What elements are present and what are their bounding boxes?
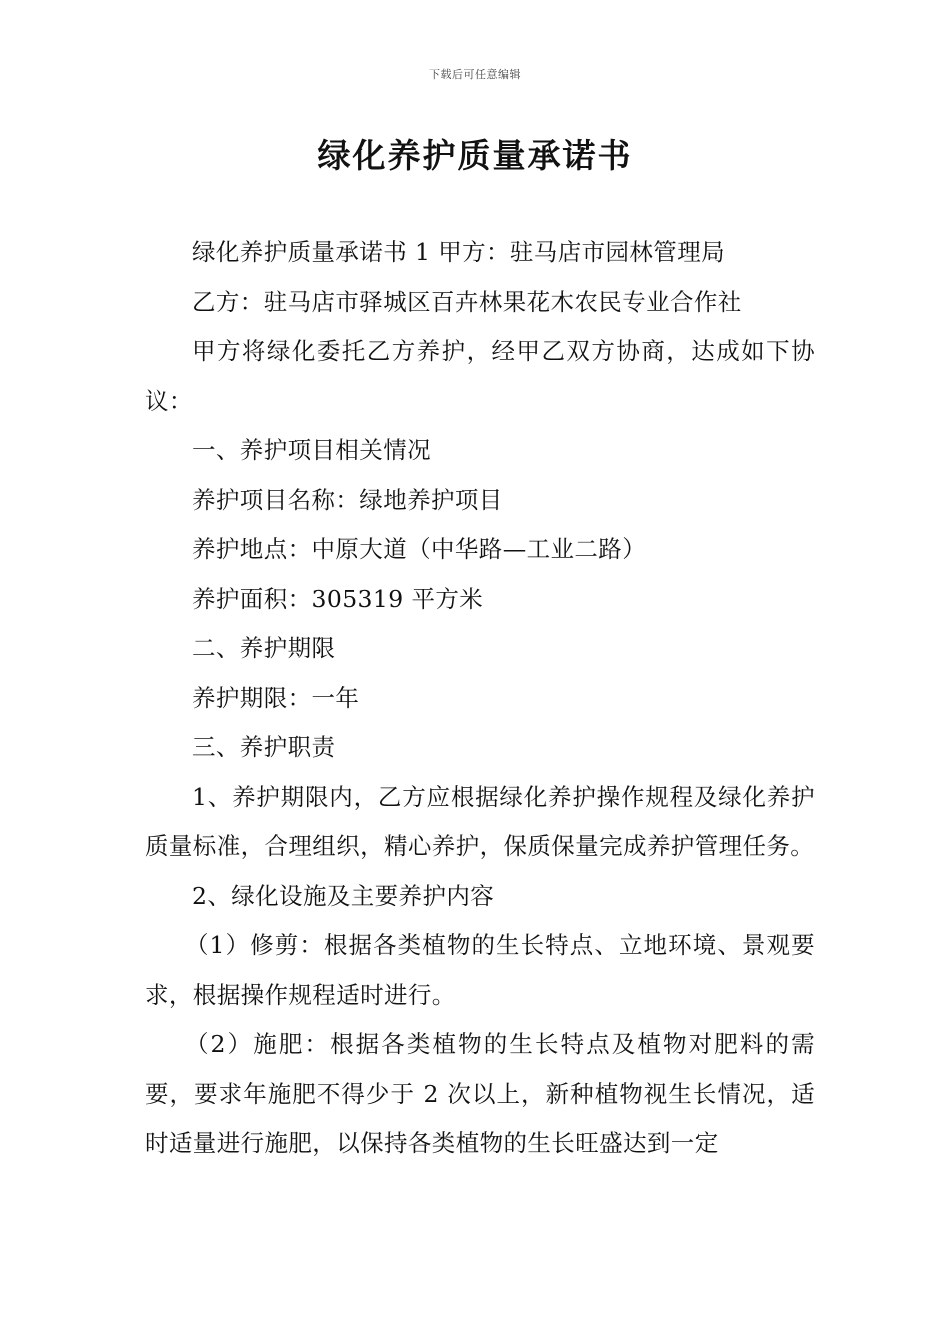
paragraph-project-location: 养护地点：中原大道（中华路—工业二路） (192, 535, 647, 563)
paragraph-project-area: 养护面积：305319 平方米 (192, 584, 484, 613)
paragraph-party-b: 乙方：驻马店市驿城区百卉林果花木农民专业合作社 (192, 287, 742, 316)
section-heading-term: 二、养护期限 (192, 634, 336, 662)
paragraph-project-name: 养护项目名称：绿地养护项目 (192, 485, 503, 514)
document-body (145, 228, 815, 1169)
section-heading-project: 一、养护项目相关情况 (192, 436, 431, 464)
paragraph-agreement-intro: 甲方将绿化委托乙方养护，经甲乙双方协商，达成如下协议： (145, 337, 815, 415)
paragraph-duty-1: 1、养护期限内，乙方应根据绿化养护操作规程及绿化养护质量标准，合理组织，精心养护，保质保量完成养护管理任务。 (145, 782, 815, 860)
document-title: 绿化养护质量承诺书 (317, 136, 633, 175)
header-note: 下载后可任意编辑 (429, 68, 521, 81)
paragraph-party-a: 绿化养护质量承诺书 1 甲方：驻马店市园林管理局 (192, 238, 725, 266)
paragraph-pruning: （1）修剪：根据各类植物的生长特点、立地环境、景观要求，根据操作规程适时进行。 (145, 931, 815, 1009)
paragraph-term: 养护期限：一年 (192, 683, 360, 712)
paragraph-duty-2: 2、绿化设施及主要养护内容 (192, 881, 495, 910)
section-heading-duties: 三、养护职责 (192, 733, 336, 761)
paragraph-fertilizing: （2）施肥：根据各类植物的生长特点及植物对肥料的需要，要求年施肥不得少于 2 次以上，新种植物视生长情况，适时适量进行施肥，以保持各类植物的生长旺盛达到一定 (145, 1030, 815, 1157)
